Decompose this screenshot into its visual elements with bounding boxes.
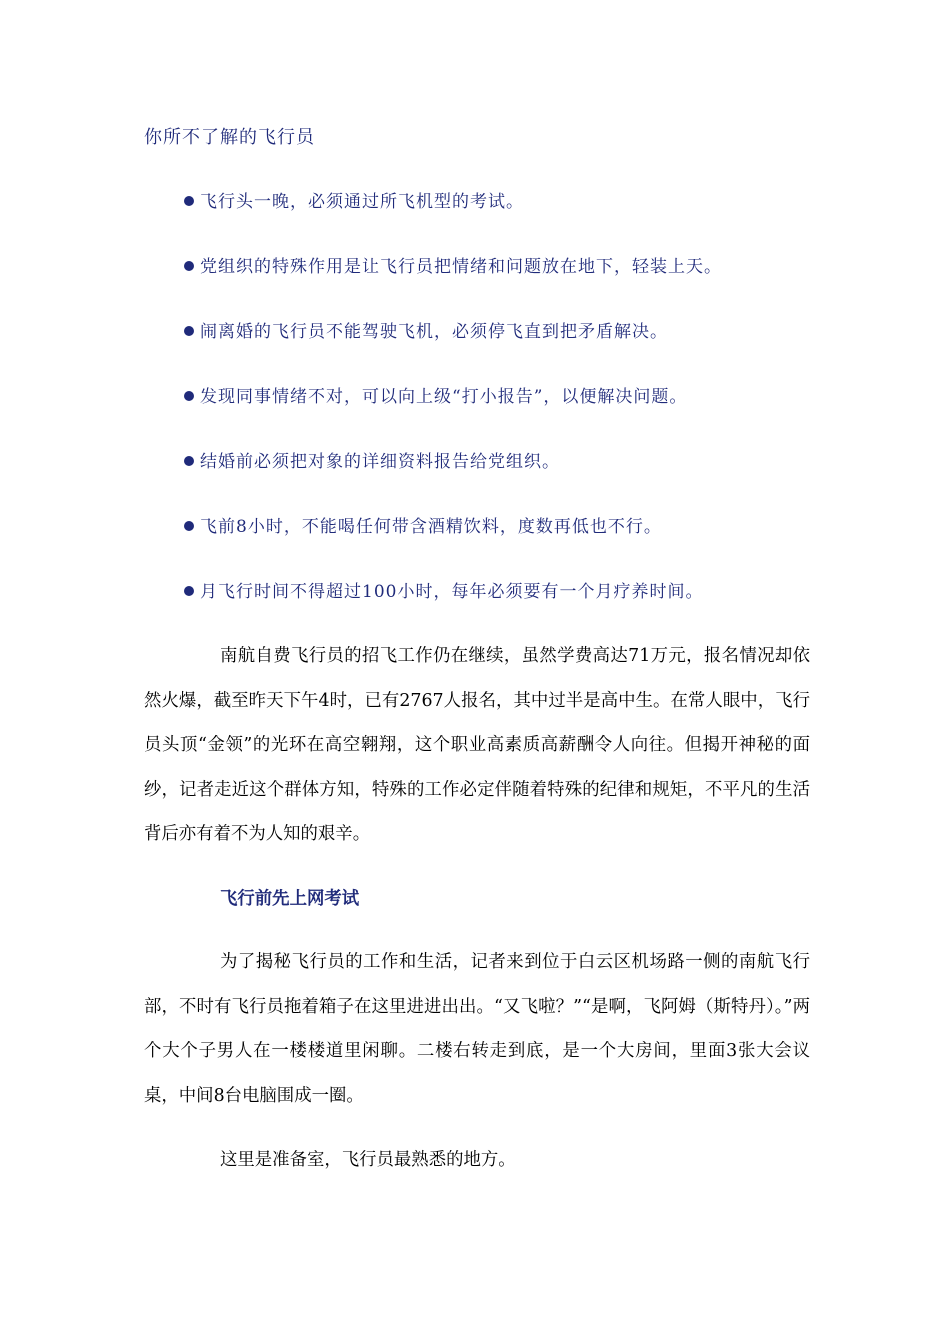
list-item <box>184 383 722 448</box>
intro-paragraph: 南航自费飞行员的招飞工作仍在继续，虽然学费高达71万元，报名情况却依然火爆，截至昨天下午4时，已有2767人报名，其中过半是高中生。在常人眼中，飞行员头顶“金领”的光环在高空翱翔，这个职业高素质高薪酬令人向往。但揭开神秘的面纱，记者走近这个群体方知，特殊的工作必定伴随着特殊的纪律和规矩，不平凡的生活背后亦有着不为人知的艰辛。 <box>144 646 810 844</box>
list-item <box>184 448 722 513</box>
list-item-text: 飞前8小时，不能喝任何带含酒精饮料，度数再低也不行。 <box>200 517 662 537</box>
list-item-text: 月飞行时间不得超过100小时，每年必须要有一个月疗养时间。 <box>200 582 704 602</box>
bullet-dot-icon <box>184 261 194 271</box>
bullet-dot-icon <box>184 586 194 596</box>
list-item-text: 党组织的特殊作用是让飞行员把情绪和问题放在地下，轻装上天。 <box>200 257 722 277</box>
list-item <box>184 513 722 578</box>
list-item-text: 飞行头一晚，必须通过所飞机型的考试。 <box>200 192 524 212</box>
list-item <box>184 253 722 318</box>
list-item <box>184 188 722 253</box>
list-item <box>184 318 722 383</box>
body-paragraph: 这里是准备室，飞行员最熟悉的地方。 <box>220 1150 516 1170</box>
document-title: 你所不了解的飞行员 <box>144 127 315 148</box>
bullet-dot-icon <box>184 196 194 206</box>
bullet-dot-icon <box>184 521 194 531</box>
section-heading: 飞行前先上网考试 <box>220 889 360 909</box>
rules-list <box>184 188 722 643</box>
list-item-text: 发现同事情绪不对，可以向上级“打小报告”，以便解决问题。 <box>200 387 688 407</box>
bullet-dot-icon <box>184 456 194 466</box>
list-item-text: 闹离婚的飞行员不能驾驶飞机，必须停飞直到把矛盾解决。 <box>200 322 668 342</box>
bullet-dot-icon <box>184 326 194 336</box>
list-item-text: 结婚前必须把对象的详细资料报告给党组织。 <box>200 452 560 472</box>
body-paragraph: 为了揭秘飞行员的工作和生活，记者来到位于白云区机场路一侧的南航飞行部，不时有飞行员拖着箱子在这里进进出出。“又飞啦？”“是啊，飞阿姆（斯特丹）。”两个大个子男人在一楼楼道里闲聊。二楼右转走到底，是一个大房间，里面3张大会议桌，中间8台电脑围成一圈。 <box>144 952 810 1106</box>
bullet-dot-icon <box>184 391 194 401</box>
